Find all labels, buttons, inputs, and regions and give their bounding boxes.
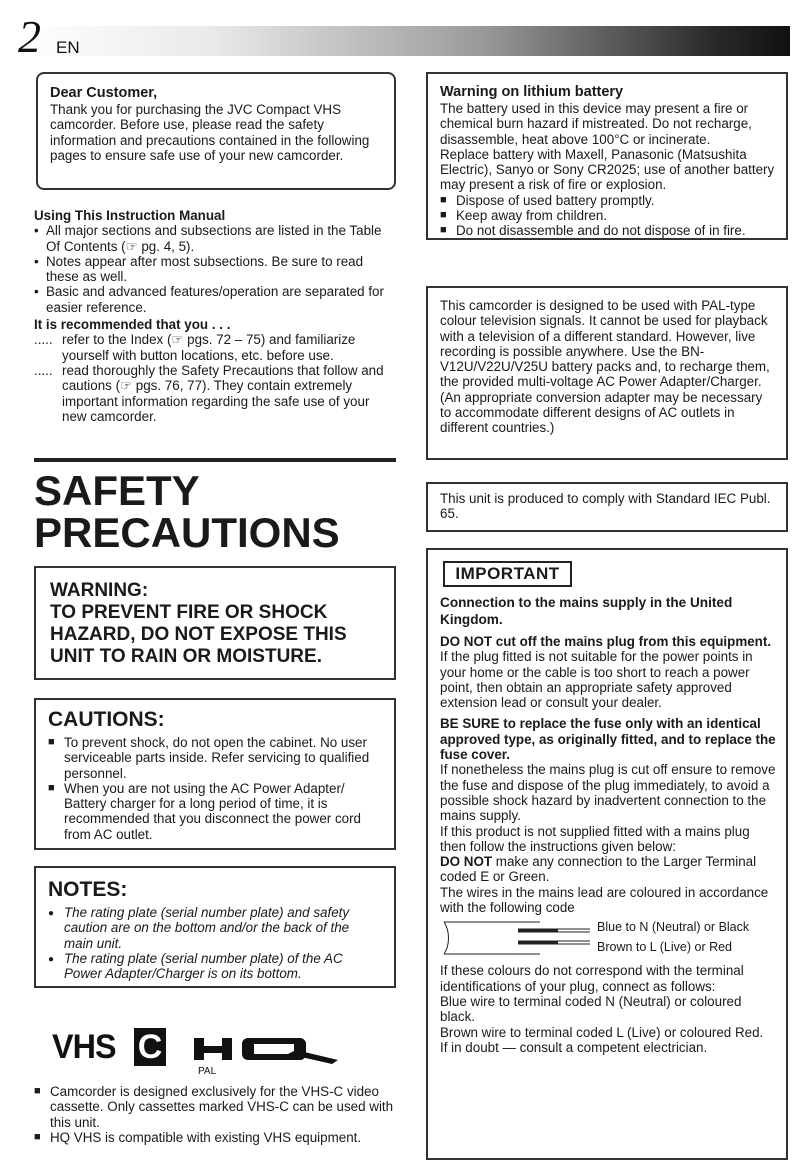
list-item <box>34 332 396 363</box>
warning-box <box>34 566 396 680</box>
lithium-paragraph: The battery used in this device may present a fire or chemical burn hazard if mistreated. Do not recharge, disassemble, heat above 100°C or incinerate. <box>440 101 752 147</box>
list-item: ■ Camcorder is designed exclusively for the VHS-C video cassette. Only cassettes marked VHS-C can be used with this unit. <box>34 1084 396 1130</box>
important-paragraph: If these colours do not correspond with the terminal identifications of your plug, connect as follows: <box>440 963 744 994</box>
lithium-title: Warning on lithium battery <box>440 84 624 100</box>
lithium-list <box>440 193 776 239</box>
important-bold-text: DO NOT cut off the mains plug from this equipment. <box>440 634 772 649</box>
important-paragraph: If in doubt — consult a competent electrician. <box>440 1039 708 1055</box>
pal-info-box <box>426 286 788 460</box>
page-language: EN <box>56 38 80 57</box>
iec-box <box>426 482 788 532</box>
important-bold-text: DO NOT <box>440 854 493 870</box>
list-item: ■ To prevent shock, do not open the cabinet. No user serviceable parts inside. Refer servicing to qualified personnel. <box>48 735 380 781</box>
cautions-box <box>34 698 396 850</box>
list-item: • All major sections and subsections are listed in the Table Of Contents (☞ pg. 4, 5). <box>34 223 396 254</box>
warning-title: WARNING: <box>50 580 149 601</box>
list-item <box>34 363 396 424</box>
wire-label-blue: Blue to N (Neutral) or Black <box>597 920 750 935</box>
lithium-box <box>426 72 788 240</box>
list-item: ■ Dispose of used battery promptly. <box>440 193 776 208</box>
important-paragraph: BE SURE to replace the fuse only with an identical approved type, as originally fitted, and to replace the fuse cover. <box>440 716 776 763</box>
recommended-list <box>34 332 396 424</box>
important-paragraph: If nonetheless the mains plug is cut off ensure to remove the fuse and dispose of the plug immediately, to avoid a possible shock hazard by inadvertent connection to the mains supply. <box>440 762 776 824</box>
manual-title: Using This Instruction Manual <box>34 208 226 223</box>
hq-logo-graphic <box>192 1032 342 1066</box>
hq-logo <box>192 1032 342 1066</box>
important-paragraph: Brown wire to terminal coded L (Live) or coloured Red. <box>440 1024 764 1040</box>
list-lead: ..... <box>34 332 53 348</box>
wire-diagram <box>440 919 778 961</box>
recommended-title: It is recommended that you . . . <box>34 317 231 333</box>
dear-customer-body: Thank you for purchasing the JVC Compact VHS camcorder. Before use, please read the safety information and precautions contained in the following pages to ensure safe use of your new camcorder. <box>50 102 370 163</box>
list-item: • Basic and advanced features/operation are separated for easier reference. <box>34 284 396 315</box>
list-item: ● The rating plate (serial number plate) and safety caution are on the bottom and/or the back of the main unit. <box>48 905 380 951</box>
important-paragraph <box>440 634 778 710</box>
vhs-c-logo-c: C <box>134 1028 166 1066</box>
list-item: ■ Do not disassemble and do not dispose of in fire. <box>440 223 776 238</box>
vhs-c-logo <box>52 1028 217 1077</box>
header-bar <box>20 26 790 56</box>
notes-list <box>48 905 380 981</box>
safety-title-line2: PRECAUTIONS <box>34 509 340 556</box>
important-label: IMPORTANT <box>443 561 572 587</box>
important-paragraph: If this product is not supplied fitted with a mains plug then follow the instructions given below: <box>440 823 750 854</box>
important-paragraph: Blue wire to terminal coded N (Neutral) or coloured black. <box>440 993 742 1025</box>
bottom-list <box>34 1084 396 1145</box>
hq-logo-text <box>192 1032 194 1033</box>
pal-info-text: This camcorder is designed to be used with PAL-type colour television signals. It cannot be used for playback with a television of a different standard. However, live recording is possible anywhere. Use the BN-V12U/V22U/V25U battery packs and, to recharge them, the provided multi-voltage AC Power Adapter/Charger. (An appropriate conversion adapter may be necessary to accommodate different designs of AC outlets in different countries.) <box>440 298 770 436</box>
cautions-list <box>48 735 380 842</box>
page-number: 2 <box>18 11 41 62</box>
dear-customer-title: Dear Customer, <box>50 85 158 101</box>
list-item-text: read thoroughly the Safety Precautions that follow and cautions (☞ pgs. 76, 77). They contain extremely important information regarding the safe use of your new camcorder. <box>62 362 384 424</box>
manual-section <box>34 208 396 424</box>
safety-title-line1: SAFETY <box>34 467 200 514</box>
cautions-title: CAUTIONS: <box>48 708 165 731</box>
list-item: • Notes appear after most subsections. Be sure to read these as well. <box>34 254 396 285</box>
list-item: ● The rating plate (serial number plate) of the AC Power Adapter/Charger is on its bottom. <box>48 951 380 982</box>
important-paragraph: The wires in the mains lead are coloured in accordance with the following code <box>440 884 769 916</box>
wire-label-brown: Brown to L (Live) or Red <box>597 940 733 955</box>
list-lead: ..... <box>34 362 53 378</box>
important-text: make any connection to the Larger Terminal coded E or Green. <box>440 854 757 885</box>
warning-line: TO PREVENT FIRE OR SHOCK <box>50 602 328 623</box>
list-item-text: refer to the Index (☞ pgs. 72 – 75) and familiarize yourself with button locations, etc. before use. <box>62 332 356 363</box>
vhs-c-logo-text: VHS <box>52 1028 116 1066</box>
notes-title: NOTES: <box>48 878 128 901</box>
cable-diagram <box>440 919 600 959</box>
important-content <box>440 594 778 1055</box>
notes-box <box>34 866 396 988</box>
important-paragraph <box>440 854 778 885</box>
dear-customer-box <box>36 72 396 190</box>
pal-label: PAL <box>198 1066 217 1077</box>
important-text: If the plug fitted is not suitable for the power points in your home or the cable is too short to reach a power point, then obtain an appropriate safety approved extension lead or consult your dealer. <box>440 649 753 711</box>
important-heading: Connection to the mains supply in the United Kingdom. <box>440 595 733 627</box>
warning-line: HAZARD, DO NOT EXPOSE THIS <box>50 624 347 645</box>
list-item: ■ When you are not using the AC Power Adapter/ Battery charger for a long period of time, it is recommended that you disconnect the power cord from AC outlet. <box>48 781 380 842</box>
lithium-paragraph: Replace battery with Maxell, Panasonic (Matsushita Electric), Sanyo or Sony CR2025; use of another battery may present a risk of fire or explosion. <box>440 146 775 193</box>
section-rule <box>34 458 396 462</box>
list-item: ■ Keep away from children. <box>440 208 776 223</box>
warning-line: UNIT TO RAIN OR MOISTURE. <box>50 646 322 667</box>
iec-text: This unit is produced to comply with Standard IEC Publ. 65. <box>440 491 771 522</box>
list-item: ■ HQ VHS is compatible with existing VHS equipment. <box>34 1130 396 1145</box>
manual-list <box>34 223 396 315</box>
